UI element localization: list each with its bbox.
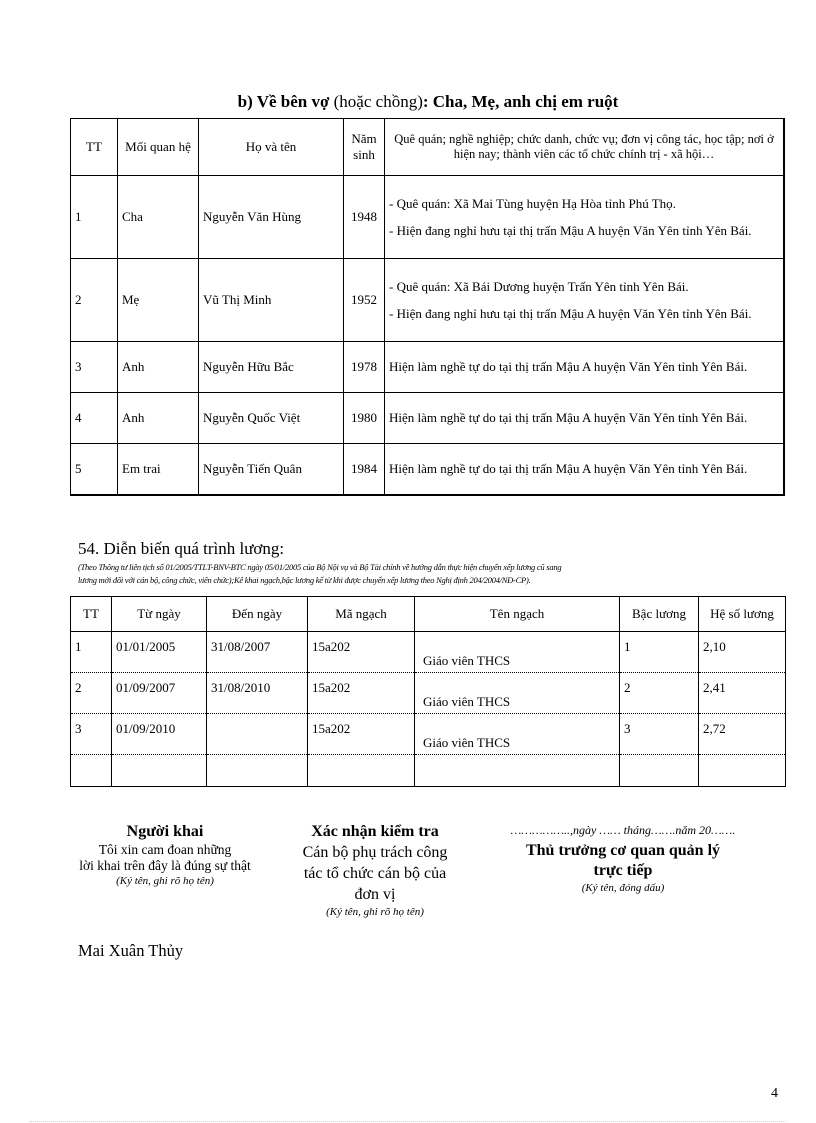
cell-name: Vũ Thị Minh (199, 259, 344, 342)
header-level: Bậc lương (620, 597, 699, 632)
declarant-line: Tôi xin cam đoan những (98, 842, 232, 857)
table-row-empty (71, 755, 786, 787)
detail-line: Hiện làm nghề tự do tại thị trấn Mậu A huyện Văn Yên tỉnh Yên Bái. (389, 410, 748, 425)
table-row (71, 444, 785, 496)
cell-relation: Em trai (118, 444, 199, 496)
cell-empty (71, 755, 112, 787)
cell-from: 01/09/2010 (112, 714, 207, 755)
page-bottom-rule (30, 1121, 786, 1122)
table-row (71, 342, 785, 393)
declarant-signature-name: Mai Xuân Thủy (78, 941, 184, 960)
cell-details (385, 342, 785, 393)
table-row (71, 632, 786, 673)
table-row (71, 714, 786, 755)
cell-details (385, 444, 785, 496)
cell-details (385, 393, 785, 444)
cell-empty (308, 755, 415, 787)
salary-table-header (71, 597, 786, 632)
head-note: (Ký tên, đóng dấu) (581, 882, 665, 894)
detail-line: - Quê quán: Xã Bái Dương huyện Trấn Yên tỉnh Yên Bái. (389, 278, 689, 294)
cell-code: 15a202 (308, 673, 415, 714)
cell-details (385, 259, 785, 342)
cell-name: Nguyễn Hữu Bắc (199, 342, 344, 393)
head-block (482, 822, 764, 895)
cell-level: 2 (620, 673, 699, 714)
cell-grade: Giáo viên THCS (415, 673, 620, 714)
cell-name: Nguyễn Tiến Quân (199, 444, 344, 496)
table-row (71, 393, 785, 444)
cell-from: 01/09/2007 (112, 673, 207, 714)
section-54-note-line: lương mới đối với cán bộ, công chức, viên chức);Kê khai ngạch,bậc lương kể từ khi được chuyển xếp lương theo Nghị định 204/2004/NĐ-CP). (78, 575, 531, 585)
cell-year: 1948 (344, 176, 385, 259)
cell-to (207, 714, 308, 755)
detail-line: - Quê quán: Xã Mai Tùng huyện Hạ Hòa tỉnh Phú Thọ. (389, 195, 676, 211)
verifier-line: đơn vị (354, 886, 396, 903)
header-coef: Hệ số lương (699, 597, 786, 632)
header-grade: Tên ngạch (415, 597, 620, 632)
section-54-note (78, 561, 798, 587)
cell-relation: Anh (118, 342, 199, 393)
section-54-note-line: (Theo Thông tư liên tịch số 01/2005/TTLT-BNV-BTC ngày 05/01/2005 của Bộ Nội vụ và Bộ Tài chính về hướng dẫn thực hiện chuyển xếp lương cũ sang (78, 562, 562, 572)
verifier-line: Cán bộ phụ trách công (302, 844, 448, 861)
cell-coef: 2,41 (699, 673, 786, 714)
section-b-title-paren: (hoặc chồng) (333, 92, 423, 111)
verifier-title: Xác nhận kiểm tra (311, 823, 439, 840)
declarant-line: lời khai trên đây là đúng sự thật (79, 858, 251, 873)
header-details: Quê quán; nghề nghiệp; chức danh, chức vụ; đơn vị công tác, học tập; nơi ở hiện nay; thành viên các tổ chức chính trị - xã hội… (385, 119, 785, 176)
section-b-title-suffix: : Cha, Mẹ, anh chị em ruột (422, 92, 619, 111)
declarant-note: (Ký tên, ghi rõ họ tên) (116, 875, 214, 887)
cell-empty (620, 755, 699, 787)
cell-relation: Mẹ (118, 259, 199, 342)
header-tt: TT (71, 597, 112, 632)
cell-tt: 2 (71, 673, 112, 714)
family-table (70, 118, 785, 496)
cell-grade: Giáo viên THCS (415, 714, 620, 755)
cell-tt: 1 (71, 632, 112, 673)
table-row (71, 673, 786, 714)
declarant-block (60, 822, 270, 888)
cell-tt: 3 (71, 714, 112, 755)
cell-coef: 2,10 (699, 632, 786, 673)
cell-code: 15a202 (308, 632, 415, 673)
cell-to: 31/08/2010 (207, 673, 308, 714)
cell-tt: 5 (71, 444, 118, 496)
salary-table (70, 596, 786, 787)
cell-from: 01/01/2005 (112, 632, 207, 673)
cell-code: 15a202 (308, 714, 415, 755)
declarant-title: Người khai (126, 823, 204, 840)
header-tt: TT (71, 119, 118, 176)
cell-tt: 2 (71, 259, 118, 342)
family-table-header (71, 119, 785, 176)
header-to: Đến ngày (207, 597, 308, 632)
cell-name: Nguyễn Văn Hùng (199, 176, 344, 259)
section-b-title-prefix: b) Về bên vợ (237, 92, 334, 111)
detail-line: - Hiện đang nghỉ hưu tại thị trấn Mậu A huyện Văn Yên tỉnh Yên Bái. (389, 305, 752, 321)
cell-tt: 3 (71, 342, 118, 393)
section-b-title (0, 92, 816, 112)
header-name: Họ và tên (199, 119, 344, 176)
cell-empty (207, 755, 308, 787)
detail-line: - Hiện đang nghỉ hưu tại thị trấn Mậu A huyện Văn Yên tỉnh Yên Bái. (389, 222, 752, 238)
cell-coef: 2,72 (699, 714, 786, 755)
verifier-block (272, 822, 478, 919)
page-number: 4 (771, 1086, 778, 1101)
detail-line: Hiện làm nghề tự do tại thị trấn Mậu A huyện Văn Yên tỉnh Yên Bái. (389, 359, 748, 374)
cell-tt: 4 (71, 393, 118, 444)
detail-line: Hiện làm nghề tự do tại thị trấn Mậu A huyện Văn Yên tỉnh Yên Bái. (389, 461, 748, 476)
cell-grade: Giáo viên THCS (415, 632, 620, 673)
cell-year: 1984 (344, 444, 385, 496)
cell-level: 1 (620, 632, 699, 673)
section-54-title: 54. Diễn biến quá trình lương: (78, 539, 285, 558)
cell-empty (699, 755, 786, 787)
cell-year: 1978 (344, 342, 385, 393)
header-relation: Mối quan hệ (118, 119, 199, 176)
cell-relation: Anh (118, 393, 199, 444)
cell-details (385, 176, 785, 259)
cell-level: 3 (620, 714, 699, 755)
header-code: Mã ngạch (308, 597, 415, 632)
cell-year: 1980 (344, 393, 385, 444)
cell-empty (415, 755, 620, 787)
header-from: Từ ngày (112, 597, 207, 632)
table-row (71, 259, 785, 342)
verifier-line: tác tổ chức cán bộ của (303, 865, 447, 882)
head-title: trực tiếp (593, 862, 653, 879)
table-row (71, 176, 785, 259)
cell-relation: Cha (118, 176, 199, 259)
head-title: Thủ trưởng cơ quan quản lý (525, 842, 721, 859)
verifier-note: (Ký tên, ghi rõ họ tên) (326, 906, 424, 918)
cell-to: 31/08/2007 (207, 632, 308, 673)
cell-name: Nguyễn Quốc Việt (199, 393, 344, 444)
cell-year: 1952 (344, 259, 385, 342)
header-year: Năm sinh (344, 119, 385, 176)
head-date-line: ……………..,ngày …… tháng…….năm 20……. (510, 823, 736, 837)
cell-tt: 1 (71, 176, 118, 259)
cell-empty (112, 755, 207, 787)
